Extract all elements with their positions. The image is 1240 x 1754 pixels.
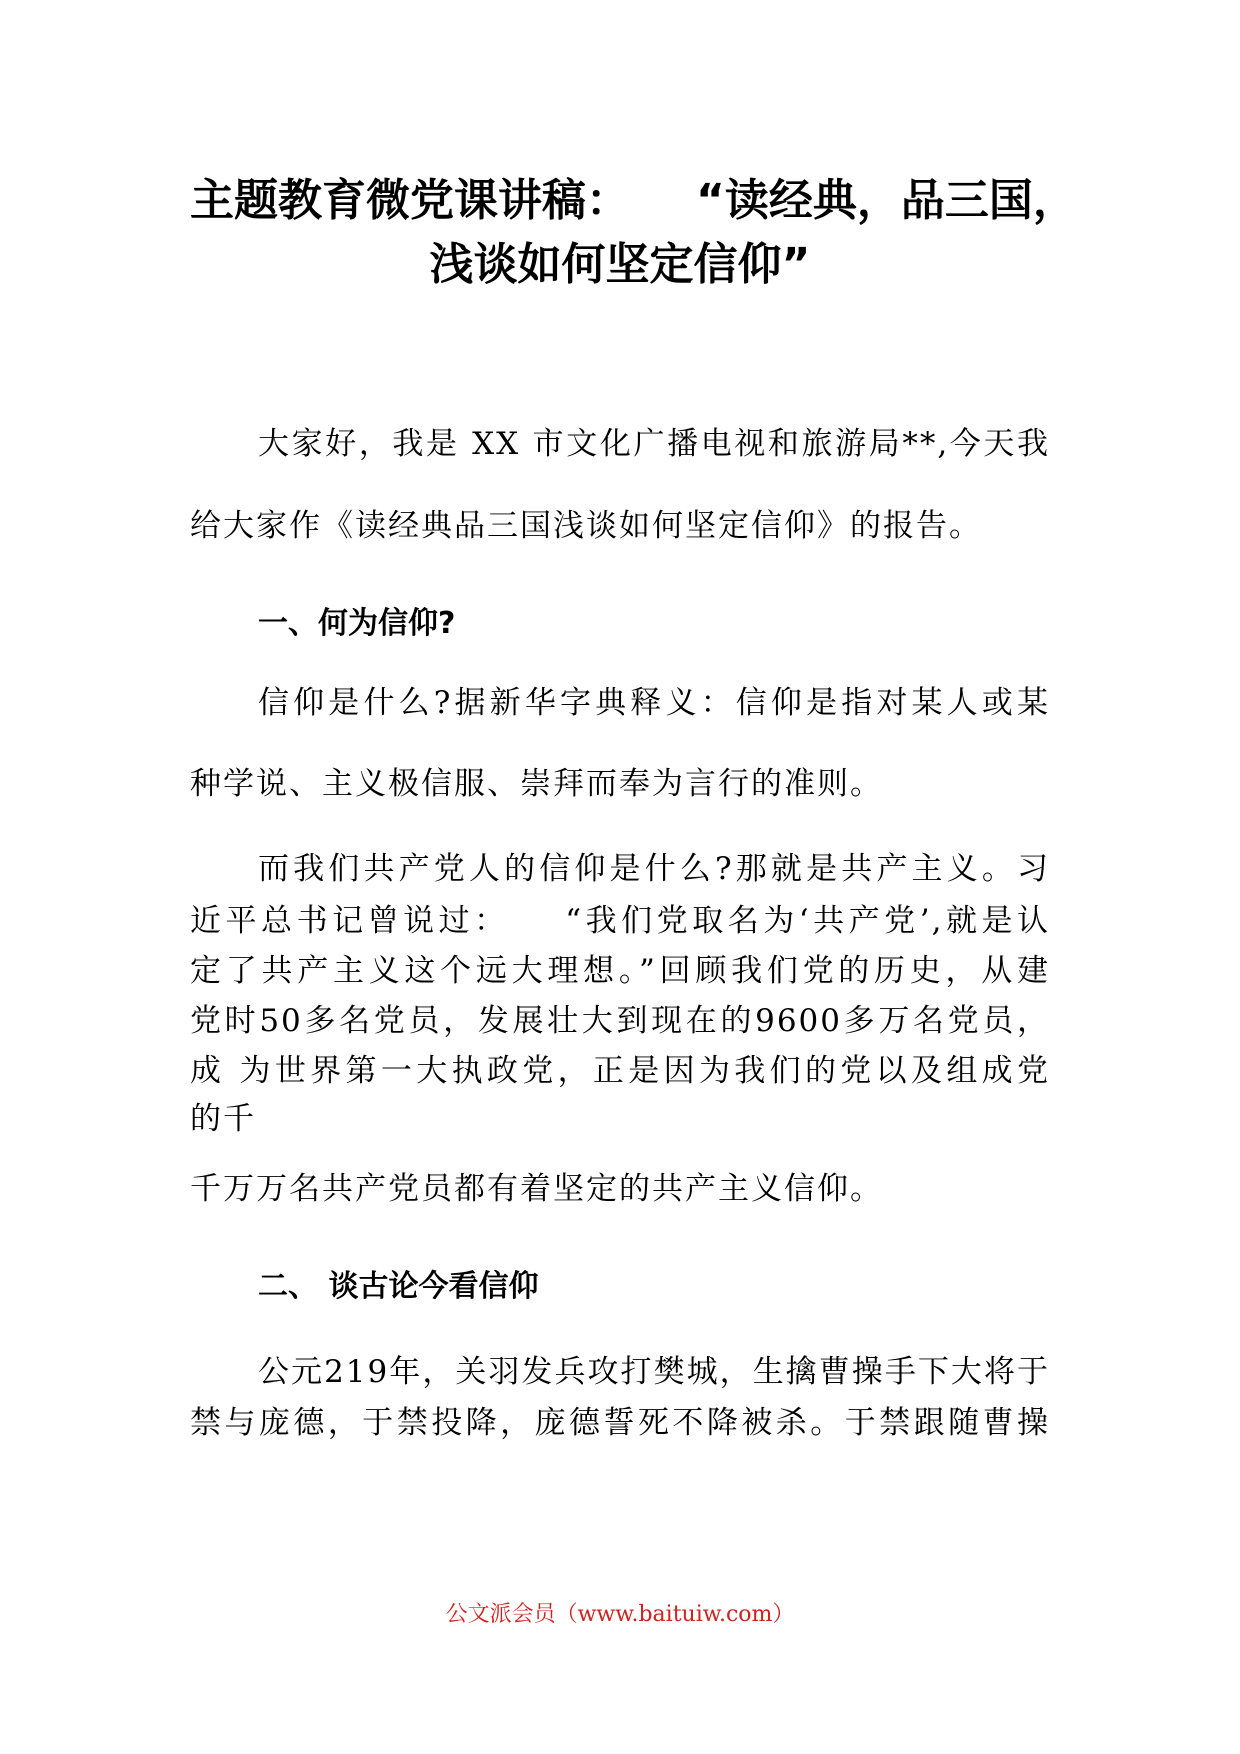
section2-para1-line-2: 禁与庞德，于禁投降，庞德誓死不降被杀。于禁跟随曹操	[190, 1405, 1050, 1441]
section1-para2-line-7: 千万万名共产党员都有着坚定的共产主义信仰。	[190, 1171, 883, 1207]
section1-para1-line-1: 信仰是什么?据新华字典释义：信仰是指对某人或某	[258, 685, 1050, 721]
section2-heading: 二、 谈古论今看信仰	[258, 1269, 539, 1304]
section1-para2-line-5: 成 为世界第一大执政党，正是因为我们的党以及组成党	[190, 1053, 1050, 1089]
footer-watermark-link[interactable]: 公文派会员（www.baituiw.com）	[445, 1602, 795, 1627]
section2-para1-line-1: 公元219年，关羽发兵攻打樊城，生擒曹操手下大将于	[258, 1354, 1050, 1390]
intro-line-2: 给大家作《读经典品三国浅谈如何坚定信仰》的报告。	[190, 508, 982, 544]
section1-para1-line-2: 种学说、主义极信服、崇拜而奉为言行的准则。	[190, 766, 883, 802]
section1-heading: 一、何为信仰?	[258, 606, 456, 641]
document-title-line2: 浅谈如何坚定信仰”	[429, 239, 811, 290]
section1-para2-line-2: 近平总书记曾说过： “我们党取名为‘共产党’,就是认	[190, 903, 1050, 939]
section1-para2-line-1: 而我们共产党人的信仰是什么?那就是共产主义。习	[258, 851, 1050, 887]
section1-para2-line-4: 党时50多名党员，发展壮大到现在的9600多万名党员，	[190, 1003, 1050, 1039]
document-title-line1: 主题教育微党课讲稿： “读经典，品三国，	[190, 175, 1077, 226]
intro-line-1: 大家好，我是 XX 市文化广播电视和旅游局**,今天我	[258, 426, 1050, 462]
section1-para2-line-6: 的千	[190, 1101, 256, 1137]
section1-para2-line-3: 定了共产主义这个远大理想。”回顾我们党的历史，从建	[190, 953, 1050, 989]
